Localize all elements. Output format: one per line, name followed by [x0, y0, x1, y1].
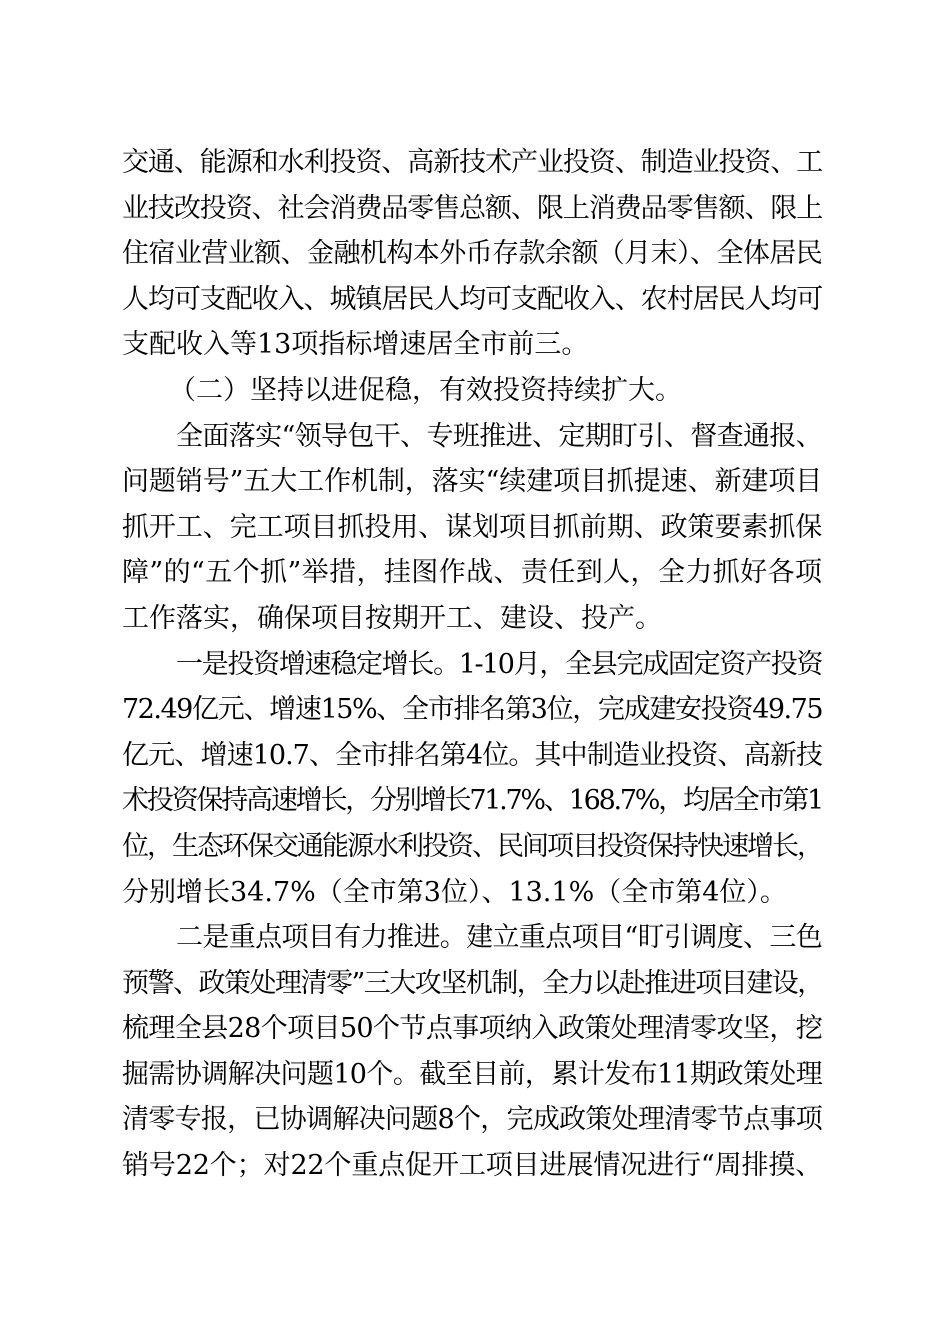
body-line: 72.49亿元、增速15%、全市排名第3位，完成建安投资49.75 — [122, 694, 822, 726]
body-line: 预警、政策处理清零”三大攻坚机制，全力以赴推进项目建设， — [122, 967, 823, 999]
body-line: 住宿业营业额、金融机构本外币存款余额（月末）、全体居民 — [122, 238, 822, 270]
body-line: 交通、能源和水利投资、高新技术产业投资、制造业投资、工 — [122, 147, 822, 178]
body-line: 支配收入等13项指标增速居全市前三。 — [122, 329, 589, 361]
body-line: 全面落实“领导包干、专班推进、定期盯引、督查通报、 — [176, 420, 822, 452]
body-line: 抓开工、完工项目抓投用、谋划项目抓前期、政策要素抓保 — [122, 511, 822, 543]
body-line: 工作落实，确保项目按期开工、建设、投产。 — [122, 602, 662, 634]
body-line: 人均可支配收入、城镇居民人均可支配收入、农村居民人均可 — [122, 283, 822, 315]
body-line: 分别增长34.7%（全市第3位）、13.1%（全市第4位）。 — [122, 876, 787, 908]
body-line: 位，生态环保交通能源水利投资、民间项目投资保持快速增长， — [122, 830, 822, 862]
body-line: 亿元、增速10.7、全市排名第4位。其中制造业投资、高新技 — [122, 739, 822, 771]
section-heading: （二）坚持以进促稳，有效投资持续扩大。 — [169, 374, 682, 406]
body-line: 销号22个；对22个重点促开工项目进展情况进行“周排摸、 — [122, 1150, 822, 1182]
body-line: 问题销号”五大工作机制，落实“续建项目抓提速、新建项目 — [122, 466, 822, 498]
body-line: 掘需协调解决问题10个。截至目前，累计发布11期政策处理 — [122, 1058, 822, 1090]
body-line: 一是投资增速稳定增长。1-10月，全县完成固定资产投资 — [176, 648, 822, 680]
document-body — [122, 140, 822, 1189]
body-line: 二是重点项目有力推进。建立重点项目“盯引调度、三色 — [176, 922, 822, 954]
body-line: 障”的“五个抓”举措，挂图作战、责任到人，全力抓好各项 — [122, 557, 822, 589]
body-line: 梳理全县28个项目50个节点事项纳入政策处理清零攻坚，挖 — [122, 1013, 822, 1045]
body-line: 业技改投资、社会消费品零售总额、限上消费品零售额、限上 — [122, 192, 822, 224]
body-line: 清零专报，已协调解决问题8个，完成政策处理清零节点事项 — [122, 1104, 822, 1136]
body-line: 术投资保持高速增长，分别增长71.7%、168.7%，均居全市第1 — [122, 785, 822, 817]
